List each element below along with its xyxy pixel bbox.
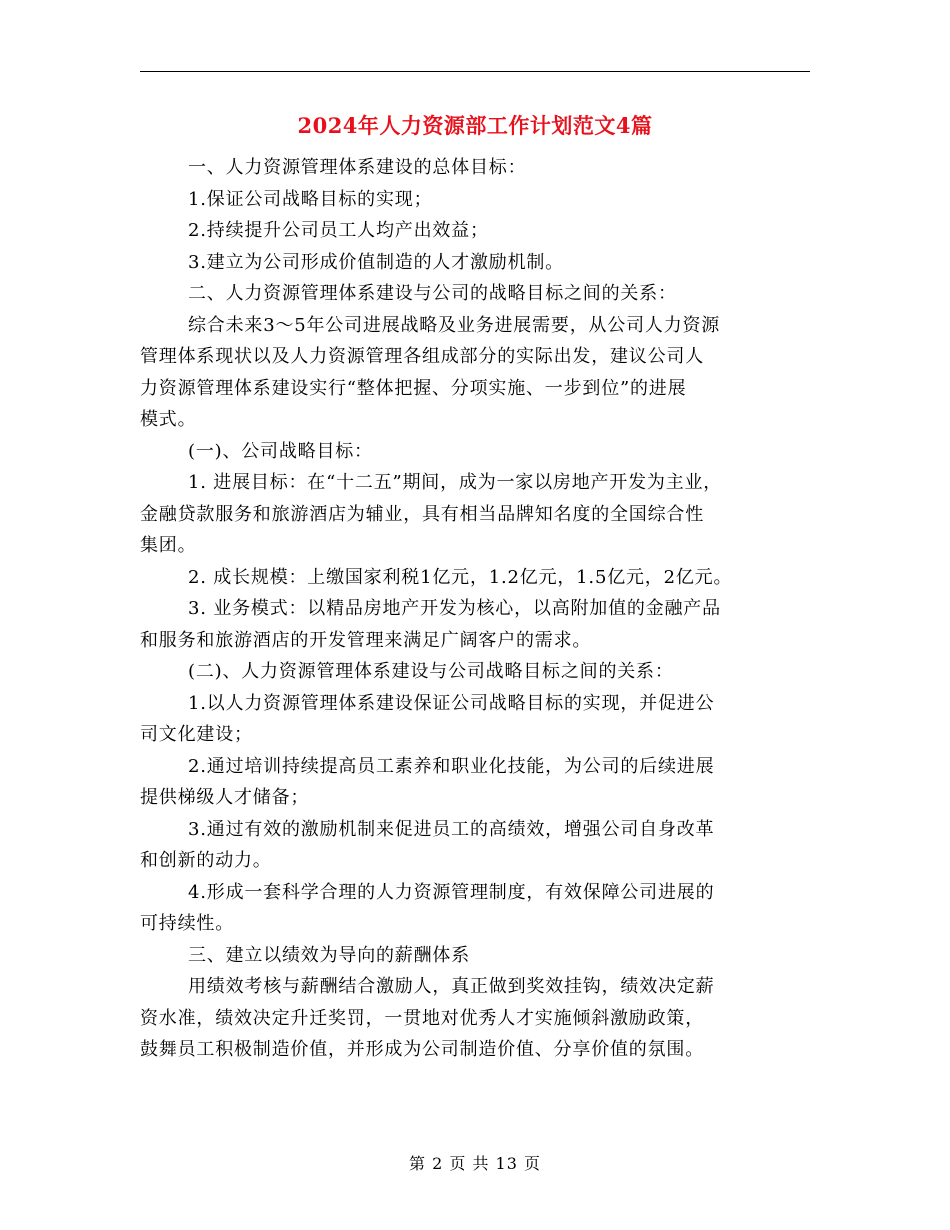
text-line: 用绩效考核与薪酬结合激励人，真正做到奖效挂钩，绩效决定薪 (188, 976, 715, 997)
text-line: 2.持续提升公司员工人均产出效益； (188, 220, 489, 241)
text-line: 3. 业务模式：以精品房地产开发为核心，以高附加值的金融产品 (188, 598, 721, 619)
text-line: 1.以人力资源管理体系建设保证公司战略目标的实现，并促进公 (188, 692, 715, 714)
text-line: 1.保证公司战略目标的实现； (188, 188, 433, 210)
text-line: (二)、人力资源管理体系建设与公司战略目标之间的关系： (188, 661, 674, 682)
text-line: 3.建立为公司形成价值制造的人才激励机制。 (188, 251, 564, 273)
text-line: 2. 成长规模：上缴国家利税1亿元，1.2亿元，1.5亿元，2亿元。 (188, 566, 733, 588)
text-line: 资水准，绩效决定升迁奖罚，一贯地对优秀人才实施倾斜激励政策， (140, 1007, 704, 1029)
text-line: 一、人力资源管理体系建设的总体目标： (188, 157, 527, 178)
text-line: 金融贷款服务和旅游酒店为辅业，具有相当品牌知名度的全国综合性 (140, 503, 704, 525)
text-line: 管理体系现状以及人力资源管理各组成部分的实际出发，建议公司人 (140, 346, 704, 367)
text-line: 鼓舞员工积极制造价值，并形成为公司制造价值、分享价值的氛围。 (140, 1039, 704, 1060)
text-line: 和创新的动力。 (140, 850, 272, 871)
text-line: 力资源管理体系建设实行“整体把握、分项实施、一步到位”的进展 (140, 377, 687, 399)
text-line: (一)、公司战略目标： (188, 440, 373, 462)
text-line: 二、人力资源管理体系建设与公司的战略目标之间的关系： (188, 283, 677, 304)
text-line: 集团。 (140, 535, 197, 556)
text-line: 提供梯级人才储备； (140, 787, 310, 808)
document-title: 2024年人力资源部工作计划范文4篇 (297, 113, 653, 138)
text-line: 司文化建设； (140, 724, 253, 745)
text-line: 可持续性。 (140, 913, 234, 934)
text-line: 综合未来3～5年公司进展战略及业务进展需要，从公司人力资源 (188, 314, 721, 336)
text-line: 2.通过培训持续提高员工素养和职业化技能，为公司的后续进展 (188, 755, 715, 777)
text-line: 4.形成一套科学合理的人力资源管理制度，有效保障公司进展的 (188, 881, 715, 903)
text-line: 和服务和旅游酒店的开发管理来满足广阔客户的需求。 (140, 629, 592, 651)
page-footer: 第 2 页 共 13 页 (409, 1154, 541, 1173)
text-line: 1. 进展目标：在“十二五”期间，成为一家以房地产开发为主业， (188, 472, 723, 493)
text-line: 三、建立以绩效为导向的薪酬体系 (188, 944, 470, 966)
text-line: 3.通过有效的激励机制来促进员工的高绩效，增强公司自身改革 (188, 818, 715, 840)
text-line: 模式。 (140, 409, 197, 430)
document-body (140, 152, 820, 1066)
header-rule (140, 71, 810, 72)
